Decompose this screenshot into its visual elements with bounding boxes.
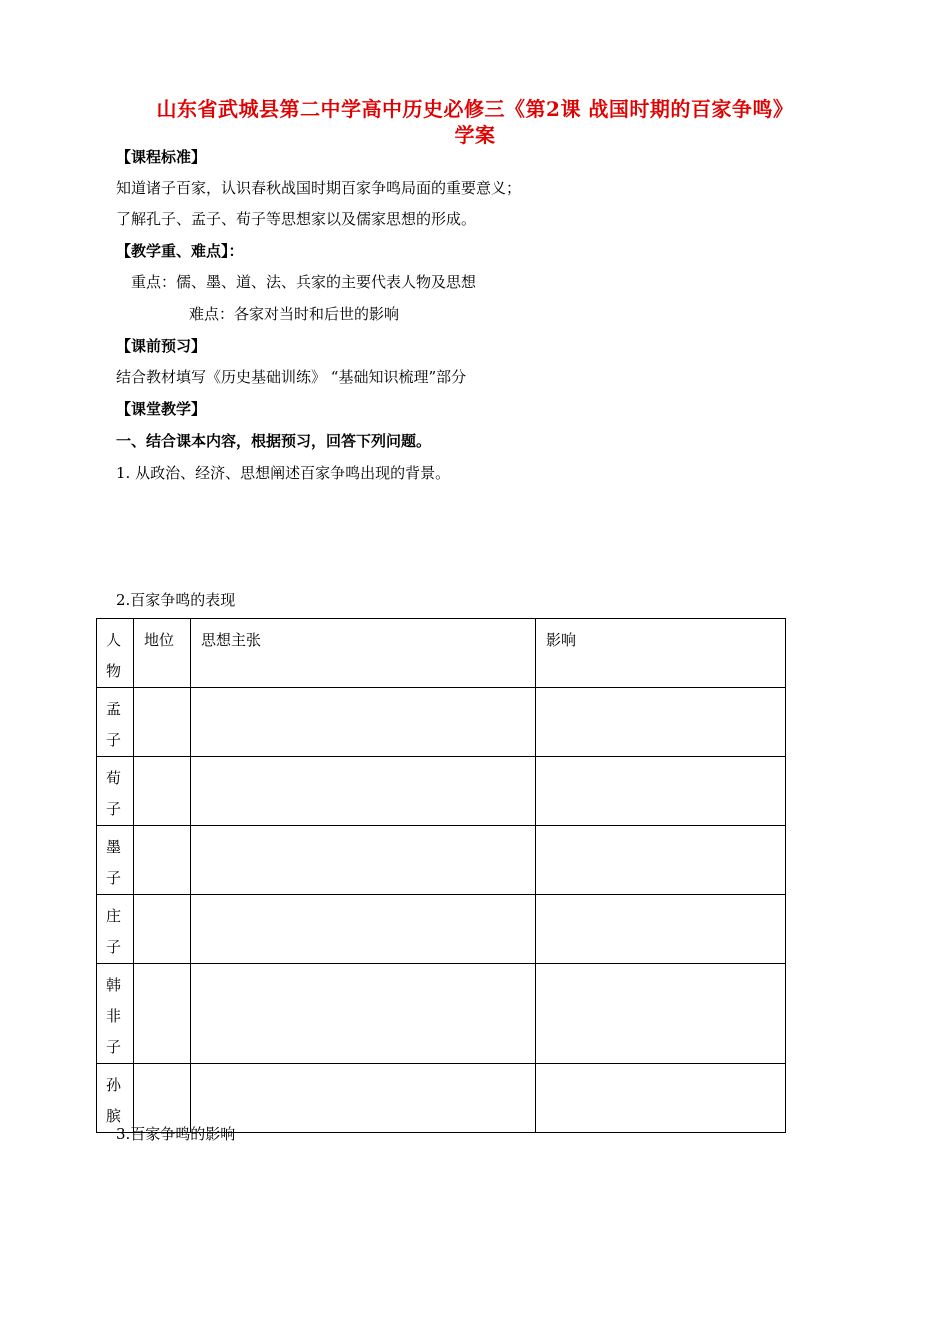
row-status-cell[interactable] [134,895,191,964]
difficulty-point: 难点：各家对当时和后世的影响 [189,305,400,323]
row-thought-cell[interactable] [191,826,536,895]
document-title: 山东省武城县第二中学高中历史必修三《第2课 战国时期的百家争鸣》 [156,97,794,121]
row-thought-cell[interactable] [191,688,536,757]
row-status-cell[interactable] [134,757,191,826]
row-person-zhuangzi: 庄子 [97,895,134,964]
row-influence-cell[interactable] [536,895,786,964]
question-3: 3.百家争鸣的影响 [116,1125,236,1143]
table-row [97,826,786,895]
row-influence-cell[interactable] [536,964,786,1064]
table-row [97,688,786,757]
row-person-mengzi: 孟子 [97,688,134,757]
standard-line-2: 了解孔子、孟子、荀子等思想家以及儒家思想的形成。 [116,210,477,228]
row-status-cell[interactable] [134,688,191,757]
row-thought-cell[interactable] [191,964,536,1064]
document-title-line2: 学案 [454,123,496,147]
row-thought-cell[interactable] [191,895,536,964]
row-person-mozi: 墨子 [97,826,134,895]
question-2: 2.百家争鸣的表现 [116,591,236,609]
preview-heading: 【课前预习】 [116,337,207,355]
table-row [97,895,786,964]
part-one-heading: 一、结合课本内容，根据预习，回答下列问题。 [116,432,432,450]
course-standard-heading: 【课程标准】 [116,148,207,166]
header-influence: 影响 [536,619,786,688]
row-thought-cell[interactable] [191,1064,536,1133]
class-teaching-heading: 【课堂教学】 [116,400,207,418]
table-row [97,757,786,826]
standard-line-1: 知道诸子百家，认识春秋战国时期百家争鸣局面的重要意义； [116,179,522,197]
row-influence-cell[interactable] [536,688,786,757]
row-status-cell[interactable] [134,826,191,895]
table-row [97,964,786,1064]
table-header-row [97,619,786,688]
key-point: 重点：儒、墨、道、法、兵家的主要代表人物及思想 [131,273,477,291]
preview-text: 结合教材填写《历史基础训练》 “基础知识梳理”部分 [116,368,467,386]
row-person-hanfeizi: 韩非子 [97,964,134,1064]
header-thought: 思想主张 [191,619,536,688]
row-influence-cell[interactable] [536,826,786,895]
question-1: 1. 从政治、经济、思想阐述百家争鸣出现的背景。 [116,464,451,482]
row-status-cell[interactable] [134,964,191,1064]
row-person-sunbin: 孙膑 [97,1064,134,1133]
row-person-xunzi: 荀子 [97,757,134,826]
key-difficulty-heading: 【教学重、难点】： [116,242,244,260]
row-influence-cell[interactable] [536,1064,786,1133]
row-influence-cell[interactable] [536,757,786,826]
row-thought-cell[interactable] [191,757,536,826]
header-person: 人物 [97,619,134,688]
header-status: 地位 [134,619,191,688]
hundred-schools-table [96,618,786,1133]
